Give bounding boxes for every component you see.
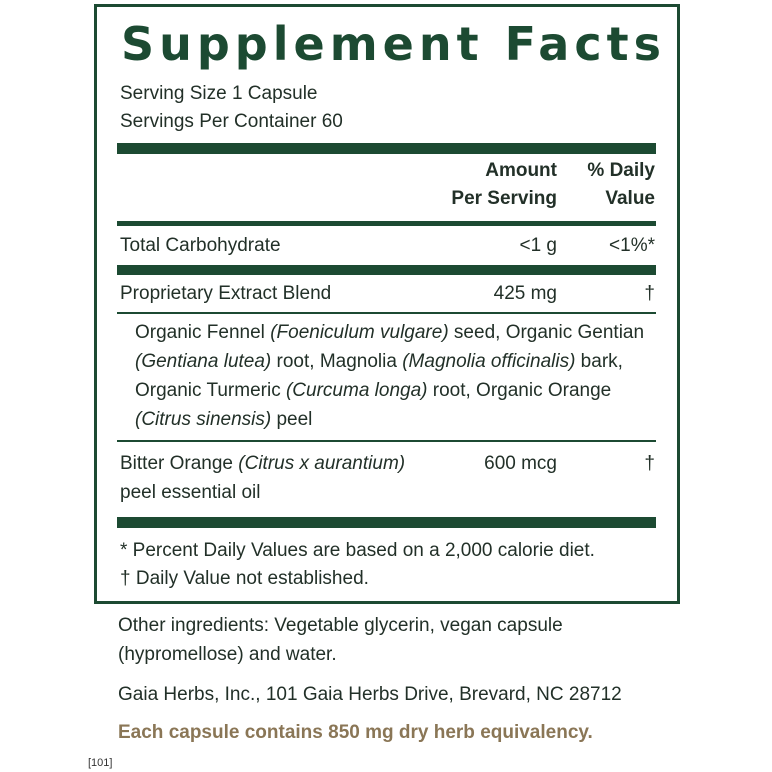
blend-ingredients — [135, 318, 655, 434]
row-divider — [117, 312, 656, 314]
other-ingredients-line1: Other ingredients: Vegetable glycerin, vegan capsule — [118, 615, 563, 636]
row-total-carbohydrate-dv: <1%* — [609, 235, 655, 256]
row-blend-name: Proprietary Extract Blend — [120, 283, 332, 304]
row-divider — [117, 440, 656, 442]
daily-value-header: % Daily Value — [587, 160, 655, 209]
ingredient-text: root, Magnolia — [271, 351, 403, 372]
footnote-not-established: † Daily Value not established. — [120, 568, 369, 589]
ingredient-text: peel — [271, 409, 313, 430]
ingredient-text: seed, Organic Gentian — [448, 322, 645, 343]
panel-title: Supplement Facts — [121, 17, 666, 71]
dry-herb-equivalency: Each capsule contains 850 mg dry herb equivalency. — [118, 722, 593, 743]
header-divider — [117, 221, 656, 226]
row-total-carbohydrate-amount: <1 g — [519, 235, 557, 256]
image-tag: [101] — [88, 757, 113, 769]
servings-per-container: Servings Per Container 60 — [120, 111, 343, 132]
latin-name: (Citrus sinensis) — [135, 409, 272, 430]
latin-name: (Gentiana lutea) — [135, 351, 272, 372]
row-blend-dv: † — [644, 283, 655, 304]
serving-size: Serving Size 1 Capsule — [120, 83, 318, 104]
footnote-percent-daily-value: * Percent Daily Values are based on a 2,000 calorie diet. — [120, 540, 595, 561]
row-total-carbohydrate-name: Total Carbohydrate — [120, 235, 281, 256]
thick-divider-bottom — [117, 517, 656, 528]
other-ingredients-line2: (hypromellose) and water. — [118, 644, 337, 665]
thick-divider-middle — [117, 265, 656, 275]
latin-name: (Magnolia officinalis) — [402, 351, 576, 372]
row-blend-amount: 425 mg — [493, 283, 557, 304]
manufacturer-address: Gaia Herbs, Inc., 101 Gaia Herbs Drive, Brevard, NC 28712 — [118, 684, 622, 705]
row-bitter-orange-dv: † — [644, 453, 655, 474]
row-bitter-orange-name-line2: peel essential oil — [120, 482, 261, 503]
ingredient-text: Organic Fennel — [135, 322, 271, 343]
row-bitter-orange-name: Bitter Orange (Citrus x aurantium) — [120, 453, 406, 474]
ingredient-text: root, Organic Orange — [427, 380, 612, 401]
latin-name: (Foeniculum vulgare) — [270, 322, 449, 343]
supplement-facts-panel — [94, 4, 680, 604]
latin-name: (Curcuma longa) — [285, 380, 428, 401]
ingredient-text: bark, Organic Turmeric — [135, 351, 623, 401]
row-bitter-orange-amount: 600 mcg — [484, 453, 557, 474]
amount-per-serving-header: Amount Per Serving — [451, 160, 557, 209]
thick-divider-top — [117, 143, 656, 154]
